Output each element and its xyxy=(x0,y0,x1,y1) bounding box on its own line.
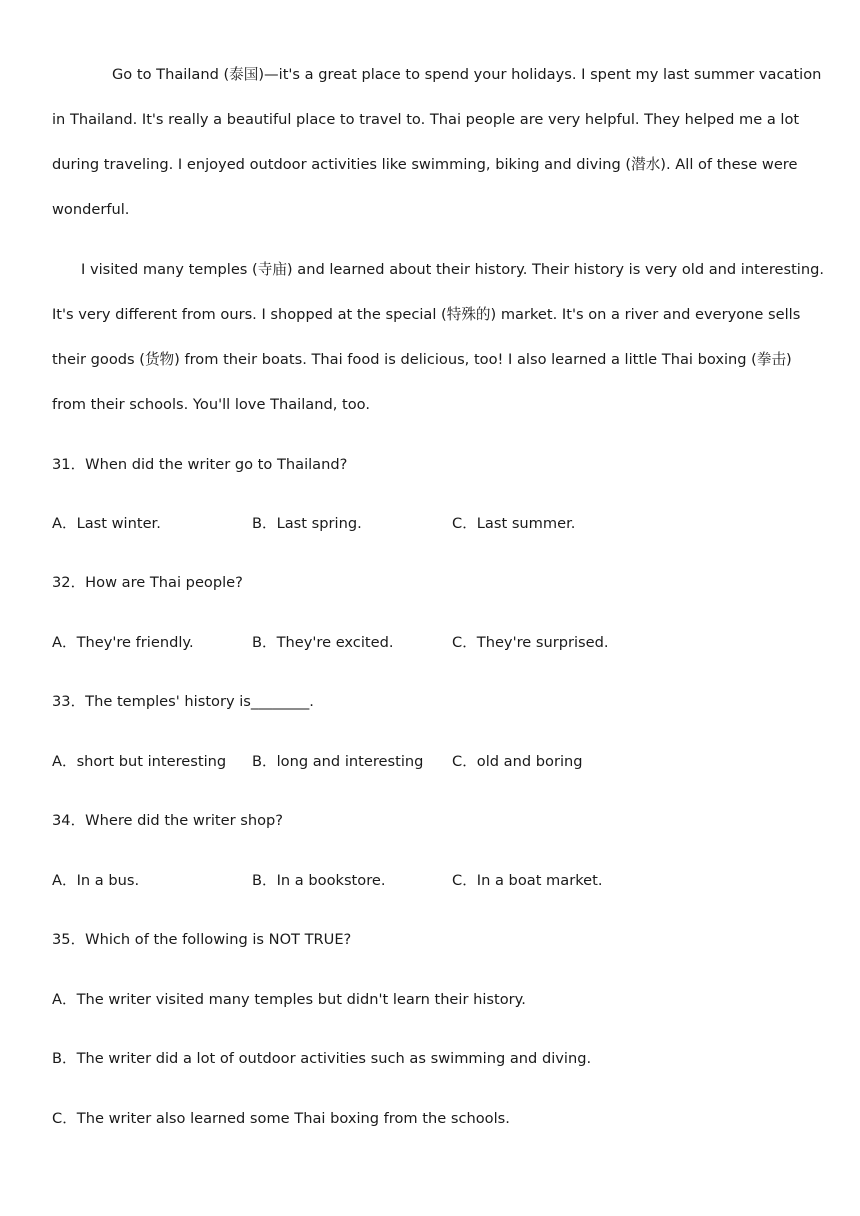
paragraph-line: wonderful. xyxy=(52,201,130,218)
option-c: C．The writer also learned some Thai boxing from the schools. xyxy=(52,1110,510,1127)
paragraph-line: their goods (货物) from their boats. Thai food is delicious, too! I also learned a little Thai boxing (拳击) xyxy=(52,351,792,368)
option-b: B．long and interesting xyxy=(252,753,424,770)
passage-paragraph-2 xyxy=(52,259,825,439)
option-b: B．Last spring. xyxy=(252,515,362,532)
paragraph-line: I visited many temples (寺庙) and learned about their history. Their history is very old and interesting. xyxy=(81,261,825,278)
option-c: C．They're surprised. xyxy=(452,634,609,651)
question-32-stem: 32．How are Thai people? xyxy=(52,574,243,591)
option-c: C．In a boat market. xyxy=(452,872,603,889)
question-33-options xyxy=(52,751,812,773)
option-a: A．Last winter. xyxy=(52,515,161,532)
option-a: A．The writer visited many temples but didn't learn their history. xyxy=(52,991,526,1008)
paragraph-line: in Thailand. It's really a beautiful place to travel to. Thai people are very helpful. They helped me a lot xyxy=(52,111,800,128)
option-b: B．They're excited. xyxy=(252,634,394,651)
question-31-stem: 31．When did the writer go to Thailand? xyxy=(52,456,348,473)
option-b: B．In a bookstore. xyxy=(252,872,386,889)
option-c: C．old and boring xyxy=(452,753,583,770)
option-c: C．Last summer. xyxy=(452,515,576,532)
question-31-options xyxy=(52,513,812,535)
paragraph-line: from their schools. You'll love Thailand, too. xyxy=(52,396,370,413)
question-35-stem: 35．Which of the following is NOT TRUE? xyxy=(52,931,352,948)
option-b: B．The writer did a lot of outdoor activities such as swimming and diving. xyxy=(52,1050,592,1067)
paragraph-line: It's very different from ours. I shopped at the special (特殊的) market. It's on a river and everyone sells xyxy=(52,306,801,323)
option-a: A．They're friendly. xyxy=(52,634,194,651)
question-34-options xyxy=(52,870,812,892)
paragraph-line: during traveling. I enjoyed outdoor activities like swimming, biking and diving (潜水). All of these were xyxy=(52,156,798,173)
question-34-stem: 34．Where did the writer shop? xyxy=(52,812,284,829)
question-32-options xyxy=(52,632,812,654)
option-a: A．short but interesting xyxy=(52,753,227,770)
option-a: A．In a bus. xyxy=(52,872,140,889)
question-33-stem: 33．The temples' history is________. xyxy=(52,693,314,710)
paragraph-line: Go to Thailand (泰国)—it's a great place to spend your holidays. I spent my last summer vacation xyxy=(112,66,822,83)
passage-paragraph-1 xyxy=(52,64,822,244)
